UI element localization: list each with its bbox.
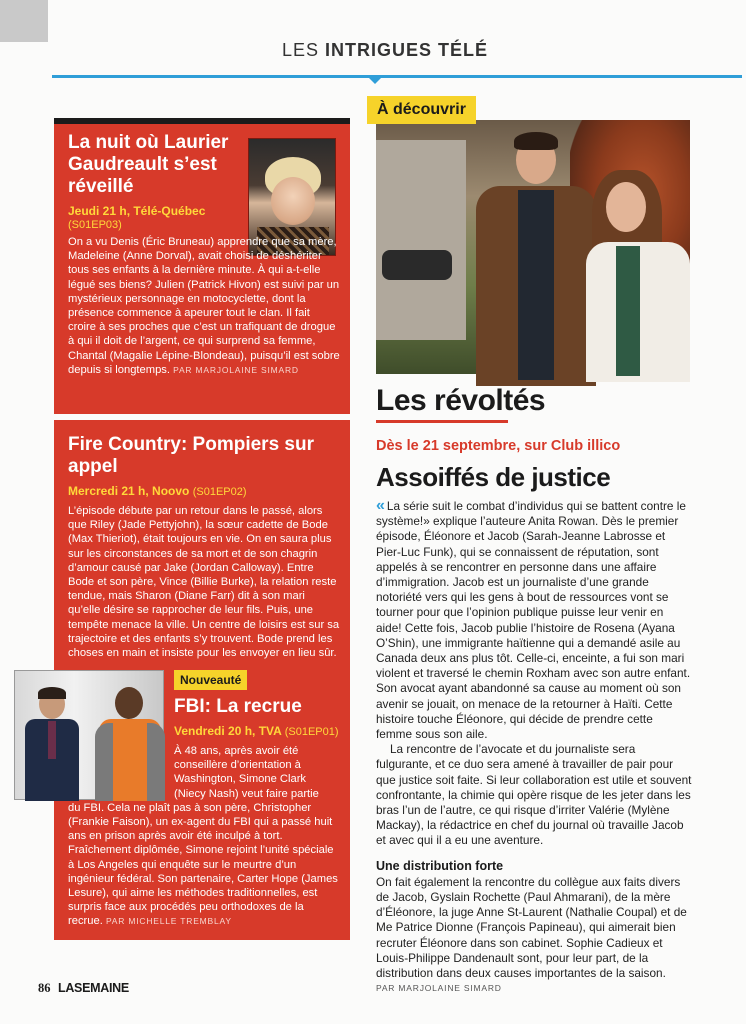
show-title: Fire Country: Pompiers sur appel bbox=[68, 434, 314, 477]
feature-subhead: Assoiffés de justice bbox=[376, 462, 611, 492]
article-subheading: Une distribution forte bbox=[376, 858, 504, 873]
magazine-brand: LASEMAINE bbox=[57, 981, 129, 995]
show-title: La nuit où Laurier Gaudreault s’est réveillé bbox=[68, 132, 229, 197]
page-number: 86 bbox=[38, 981, 51, 995]
show-schedule: Vendredi 20 h, TVA (S01EP01) bbox=[174, 724, 339, 738]
show-byline: PAR MARJOLAINE SIMARD bbox=[173, 364, 299, 375]
show-byline: PAR MICHELLE TREMBLAY bbox=[105, 916, 232, 927]
quote-mark-icon: « bbox=[376, 497, 385, 514]
show-schedule: Jeudi 21 h, Télé-Québec bbox=[68, 204, 206, 218]
show-episode: (S01EP01) bbox=[284, 726, 339, 738]
les-revoltes-photo bbox=[376, 120, 690, 374]
show-box-laurier bbox=[54, 118, 350, 414]
show-synopsis-lead: À 48 ans, après avoir été conseillère d’orientation à Washington, Simone Clark (Niecy Nash) veut faire partie bbox=[174, 745, 319, 800]
show-box-fire-country bbox=[54, 420, 350, 660]
article-paragraph: « La série suit le combat d’individus qui se battent contre le système!» explique l’auteure Anita Rowan. Dès le premier épisode, Éléonore et Jacob (Sarah-Jeanne Labrosse et Pier-Luc Funk), qui se connaissent de réputation, sont appelés à se rencontrer en personne dans une affaire d’immigration. Jacob est un journaliste d’une grande notoriété vers qui les gens à bout de ressources vont se tourner pour que l’opinion publique puisse leur venir en aide! Cette fois, Jacob publie l’histoire de Rosena (Ayana O’Shin), une immigrante haïtienne qui a demandé asile au Canada deux ans plus tôt. Celle-ci, enceinte, a fui son mari violent et traversé le chemin Roxham avec son autre enfant. Son avocat ayant abandonné sa cause au moment où son avenir se jouait, on menace de la retourner à Haïti. Cette histoire touche Éléonore, qui décide de prendre cette femme sous son aile. bbox=[376, 497, 691, 742]
section-header bbox=[250, 40, 520, 61]
corner-mark bbox=[0, 0, 48, 42]
article-byline: PAR MARJOLAINE SIMARD bbox=[376, 983, 502, 994]
discover-badge: À découvrir bbox=[367, 96, 476, 124]
header-rule bbox=[52, 75, 742, 78]
feature-title: Les révoltés bbox=[376, 384, 546, 417]
header-prefix: LES bbox=[281, 40, 319, 60]
article-paragraph: On fait également la rencontre du collègue aux faits divers de Jacob, Gyslain Rochette (Paul Ahmarani), de la mère d’Éléonore, la juge Anne St-Laurent (Nathalie Coupal) et de Me Patrice Dionne (François Papineau), qui aimerait bien recruter Éléonore dans son cabinet. Sophie Cadieux et Louis-Philippe Dandenault sont, pour leur part, de la distribution dans deux causes importantes de la saison. bbox=[376, 874, 687, 981]
show-episode: (S01EP03) bbox=[68, 219, 122, 231]
show-synopsis: L’épisode débute par un retour dans le passé, alors que Riley (Jade Pettyjohn), la sœur cadette de Bode (Max Thieriot), était toujours en vie. On en saura plus sur les circonstances de sa mort et de son chagrin d’amour causé par Jake (Jordan Calloway). Entre Bode et son père, Vince (Billie Burke), la relation reste tendue, mais Sharon (Diane Farr) dit à son mari qu’elle désire se rapprocher de leur fils. Puis, une tempête menace la ville. Un centre de loisirs est sur sa trajectoire et des enfants s’y trouvent. Bode prend les choses en main et insiste pour les envoyer en lieu sûr. bbox=[68, 504, 340, 674]
header-rule-notch bbox=[366, 75, 384, 84]
show-schedule: Mercredi 21 h, Noovo (S01EP02) bbox=[68, 484, 247, 498]
show-title: FBI: La recrue bbox=[174, 696, 302, 717]
feature-schedule: Dès le 21 septembre, sur Club illico bbox=[376, 438, 621, 454]
page-footer bbox=[38, 981, 129, 996]
feature-article bbox=[376, 498, 692, 997]
show-episode: (S01EP02) bbox=[192, 486, 247, 498]
fbi-recrue-photo bbox=[14, 670, 164, 800]
show-synopsis: On a vu Denis (Éric Bruneau) apprendre que sa mère, Madeleine (Anne Dorval), avait choisi de déshériter tous ses enfants à la dernière minute. À qui a-t-elle légué ses biens? Julien (Patrick Hivon) est suivi par un mystérieux personnage en motocyclette, dont la présence commence à apeurer tout le clan. Il fait croire à ses proches que c’est un trafiquant de drogue à qui il doit de l’argent, ce qui surprend sa femme, Chantal (Magalie Lépine-Blondeau), puisqu’il est sobre depuis si longtemps. PAR MARJOLAINE SIMARD bbox=[68, 236, 340, 376]
header-title: INTRIGUES TÉLÉ bbox=[325, 40, 489, 60]
feature-title-underline bbox=[376, 420, 508, 423]
article-paragraph: La rencontre de l’avocate et du journaliste sera fulgurante, et ce duo sera amené à travailler de pair pour que justice soit faite. Si leur collaboration est utile et souvent confrontante, la chimie qui opère risque de les jeter dans les bras l’un de l’autre, ce qui risque d’irriter Valérie (Mylène Mackay), la rédactrice en chef du journal où travaille Jacob et avec qui il a eu une aventure. bbox=[376, 742, 692, 848]
show-synopsis: du FBI. Cela ne plaît pas à son père, Christopher (Frankie Faison), un ex-agent du FBI qui a passé huit ans en prison après avoir été inculpé à tort. Fraîchement diplômée, Simone rejoint l’unité spéciale à Los Angeles qui enquête sur le meurtre d’un ingénieur fédéral. Son partenaire, Carter Hope (James Lesure), qui aime les méthodes traditionnelles, est surpris face aux procédés peu orthodoxes de la recrue. PAR MICHELLE TREMBLAY bbox=[68, 801, 338, 928]
new-badge: Nouveauté bbox=[174, 670, 247, 690]
